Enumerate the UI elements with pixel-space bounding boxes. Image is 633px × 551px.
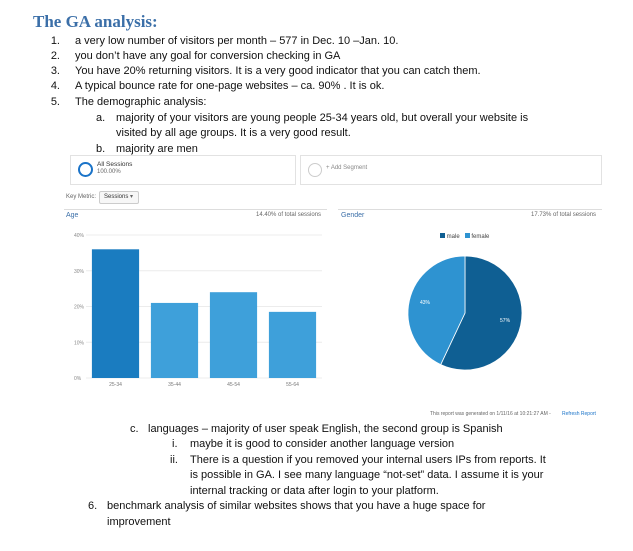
pie-data-label: 57% (500, 317, 511, 324)
age-bar-chart (64, 225, 328, 395)
pie-data-label: 43% (419, 300, 430, 307)
legend-female: female (471, 234, 490, 240)
y-tick-label: 30% (74, 268, 85, 275)
age-panel-divider (64, 209, 327, 211)
x-tick-label: 45-54 (227, 382, 240, 388)
sublist-item-continued: visited by all age groups. It is a very good result. (116, 127, 351, 139)
page-title: The GA analysis: (33, 12, 158, 31)
sublist-item: languages – majority of user speak English, the second group is Spanish (148, 423, 503, 435)
y-tick-label: 0% (74, 376, 82, 382)
gender-total-share: 17.73% of total sessions (531, 212, 597, 218)
list-item: a very low number of visitors per month – 577 in Dec. 10 –Jan. 10. (75, 35, 399, 47)
report-generated-note: This report was generated on 1/11/16 at 10:21:27 AM - (430, 411, 551, 417)
male-legend-swatch (440, 233, 445, 238)
sublist-letter: b. (96, 143, 106, 155)
age-panel-title: Age (66, 212, 79, 219)
x-tick-label: 25-34 (109, 382, 122, 388)
gender-pie-chart (395, 254, 535, 372)
sublist-letter: c. (130, 423, 139, 435)
list-item: you don’t have any goal for conversion checking in GA (75, 50, 341, 62)
roman-item: There is a question if you removed your internal users IPs from reports. It (190, 454, 546, 466)
x-tick-label: 55-64 (286, 382, 299, 388)
segment-percentage: 100.00% (97, 169, 121, 175)
refresh-report-link[interactable]: Refresh Report (562, 411, 596, 417)
bar-35-44[interactable] (151, 303, 198, 378)
y-tick-label: 40% (74, 233, 85, 239)
list-item: You have 20% returning visitors. It is a very good indicator that you can catch them. (75, 65, 481, 77)
list-item-continued: improvement (107, 516, 171, 528)
list-number: 4. (50, 80, 60, 92)
roman-item: maybe it is good to consider another language version (190, 438, 455, 450)
list-number: 2. (50, 50, 60, 62)
roman-item-continued: is possible in GA. I see many language “not-set” data. I assume it is your (190, 469, 544, 481)
bar-25-34[interactable] (92, 249, 139, 378)
bar-45-54[interactable] (210, 292, 257, 378)
segment-label: All Sessions (97, 161, 133, 168)
female-legend-swatch (465, 233, 470, 238)
list-number: 6. (88, 500, 98, 512)
roman-numeral: ii. (170, 454, 178, 466)
add-segment-button[interactable]: + Add Segment (326, 165, 368, 171)
age-total-share: 14.40% of total sessions (256, 212, 322, 218)
sublist-item: majority of your visitors are young people 25-34 years old, but overall your website is (116, 112, 529, 124)
roman-numeral: i. (172, 438, 178, 450)
key-metric-label: Key Metric: (66, 194, 97, 200)
roman-item-continued: internal tracking or data after login to your platform. (190, 485, 439, 497)
key-metric-value: Sessions (104, 194, 129, 200)
segment-circle-icon (78, 162, 93, 177)
list-item: benchmark analysis of similar websites shows that you have a huge space for (107, 500, 486, 512)
y-tick-label: 10% (74, 340, 85, 347)
sublist-item: majority are men (116, 143, 198, 155)
list-number: 5. (50, 96, 60, 108)
list-item: The demographic analysis: (75, 96, 207, 108)
y-tick-label: 20% (74, 304, 85, 311)
gender-legend (440, 233, 489, 240)
chevron-down-icon: ▾ (130, 194, 134, 200)
list-item: A typical bounce rate for one-page websites – ca. 90% . It is ok. (75, 80, 385, 92)
list-number: 3. (50, 65, 60, 77)
list-number: 1. (50, 35, 60, 47)
add-segment-circle-icon (308, 163, 322, 177)
legend-male: male (446, 234, 460, 240)
x-tick-label: 35-44 (168, 382, 181, 388)
gender-panel-divider (338, 209, 602, 211)
gender-panel-title: Gender (341, 212, 365, 219)
bar-55-64[interactable] (269, 312, 316, 378)
sublist-letter: a. (96, 112, 106, 124)
